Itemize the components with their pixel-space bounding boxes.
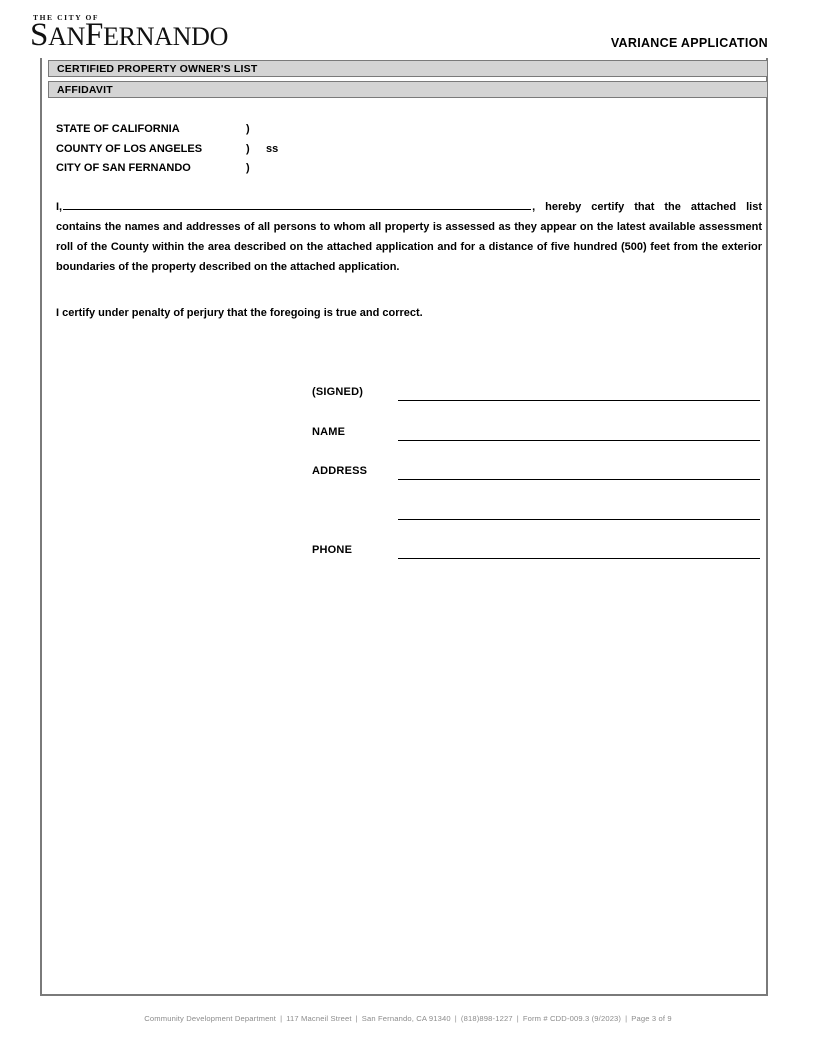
footer-separator: | — [355, 1014, 358, 1023]
page-header — [0, 0, 816, 56]
venue-suffix: ss — [266, 142, 279, 155]
logo-letter-f: F — [85, 17, 104, 53]
signature-row-name — [312, 426, 762, 466]
certification-paragraph — [56, 197, 762, 277]
name-fill-in-line[interactable] — [63, 198, 531, 210]
name-input-line[interactable] — [398, 440, 760, 441]
venue-label: COUNTY OF LOS ANGELES — [56, 142, 203, 155]
document-title: VARIANCE APPLICATION — [610, 36, 768, 50]
footer-separator: | — [454, 1014, 457, 1023]
logo-eyebrow-text: THE CITY OF — [33, 13, 100, 22]
section-banner-affidavit: AFFIDAVIT — [48, 81, 768, 98]
signature-row-address — [312, 465, 762, 505]
signature-row-address-continued — [312, 505, 762, 545]
venue-paren: ) — [246, 142, 250, 155]
venue-label: CITY OF SAN FERNANDO — [56, 162, 191, 174]
phone-input-line[interactable] — [398, 558, 760, 559]
venue-paren: ) — [246, 123, 250, 135]
seal-incorporated-text: INCORPORATED — [292, 617, 526, 644]
footer-page-number: Page 3 of 9 — [631, 1014, 672, 1023]
seal-date-text: AUG. 31, 1911 — [309, 647, 509, 674]
footer-department: Community Development Department — [144, 1014, 277, 1023]
certification-lead-in: I, — [56, 200, 63, 213]
footer-street: 117 Macneil Street — [286, 1014, 352, 1023]
logo-letter-s: S — [30, 17, 49, 53]
signature-row-phone — [312, 544, 762, 584]
signature-label: PHONE — [312, 544, 353, 556]
logo-letters-ernando: ERNANDO — [103, 22, 229, 51]
signature-label: ADDRESS — [312, 465, 368, 477]
venue-block — [56, 120, 762, 179]
signature-input-line[interactable] — [398, 400, 760, 401]
certification-body-text: , hereby certify that the attached list contains the names and addresses of all persons to whom all property is assessed as they appear on the latest available assessment roll of the County within the area described on the attached application and for a distance of five hundred (500) feet from the exterior boundaries of the property described on the attached application. — [56, 200, 762, 273]
venue-label: STATE OF CALIFORNIA — [56, 123, 180, 135]
venue-row — [56, 159, 762, 179]
venue-row — [56, 120, 762, 140]
venue-row — [56, 140, 762, 160]
footer-phone: (818)898-1227 — [460, 1014, 513, 1023]
footer-city-state-zip: San Fernando, CA 91340 — [361, 1014, 451, 1023]
page-footer — [0, 1014, 816, 1023]
section-banner-certified-property-owners-list: CERTIFIED PROPERTY OWNER'S LIST — [48, 60, 768, 77]
venue-paren: ) — [246, 162, 250, 174]
footer-form-number: Form # CDD-009.3 (9/2023) — [522, 1014, 622, 1023]
city-of-san-fernando-logo — [30, 13, 260, 53]
footer-separator: | — [625, 1014, 628, 1023]
signature-label: (SIGNED) — [312, 386, 364, 398]
perjury-statement: I certify under penalty of perjury that the foregoing is true and correct. — [56, 306, 423, 319]
signature-row-signed — [312, 386, 762, 426]
seal-bottom-arc-text: CALIFORNIA — [284, 646, 534, 725]
address-input-line-2[interactable] — [398, 519, 760, 520]
signature-label: NAME — [312, 425, 346, 438]
footer-separator: | — [516, 1014, 519, 1023]
footer-separator: | — [280, 1014, 283, 1023]
logo-letters-an: AN — [48, 22, 86, 51]
seal-top-arc-text: CITY OF SAN FERNANDO — [202, 342, 616, 500]
signature-block — [312, 386, 762, 584]
address-input-line[interactable] — [398, 479, 760, 480]
affidavit-body — [56, 120, 762, 323]
